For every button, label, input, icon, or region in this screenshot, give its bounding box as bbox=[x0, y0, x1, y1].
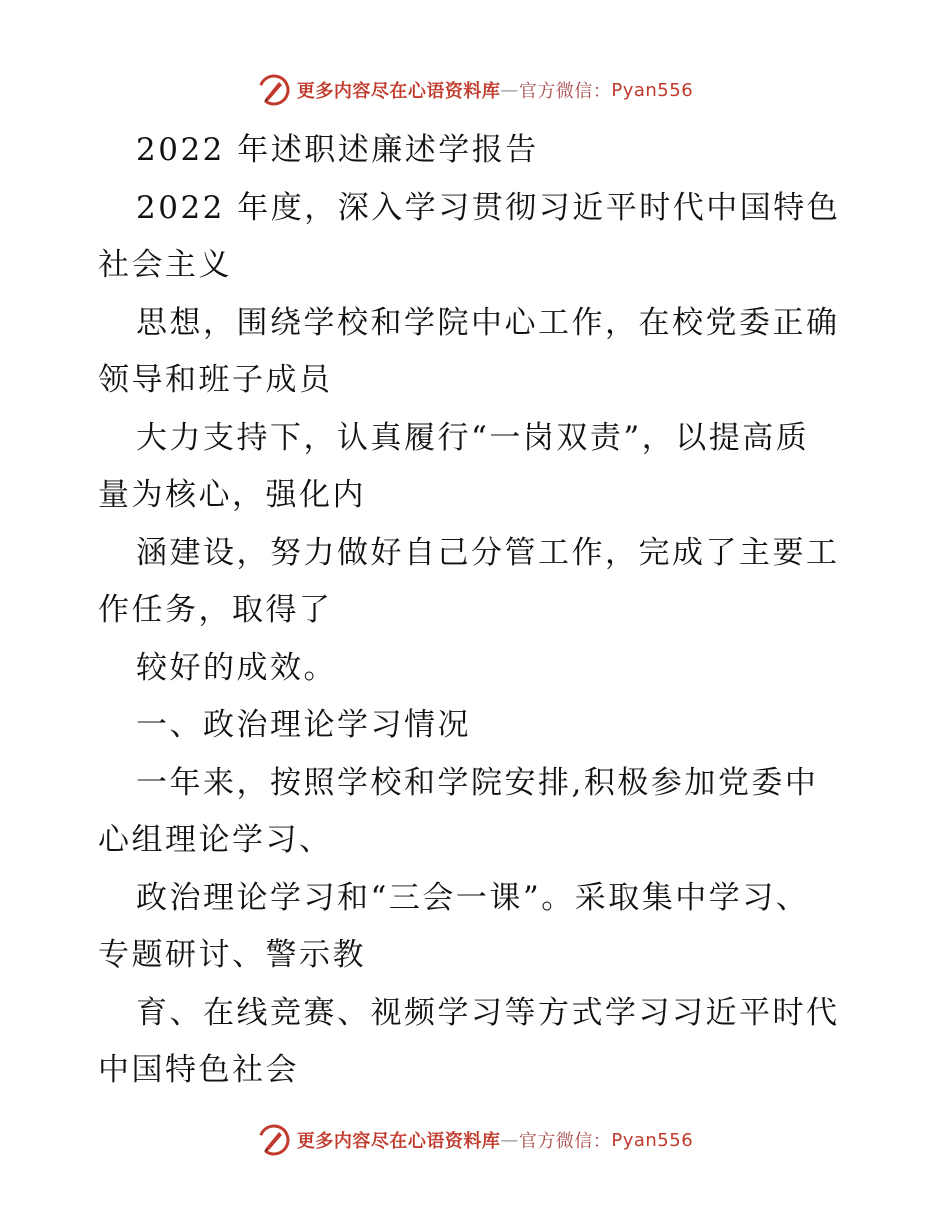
document-line: 领导和班子成员 bbox=[98, 362, 333, 398]
document-line: 量为核心，强化内 bbox=[98, 477, 366, 513]
document-body bbox=[98, 122, 858, 1100]
document-line: 思想，围绕学校和学院中心工作，在校党委正确 bbox=[136, 304, 840, 341]
document-line: 专题研讨、警示教 bbox=[98, 937, 366, 973]
document-line: 社会主义 bbox=[98, 247, 232, 283]
document-line: 心组理论学习、 bbox=[98, 822, 333, 858]
quill-pen-logo-icon bbox=[257, 1123, 291, 1157]
watermark-wechat-id: Pyan556 bbox=[611, 79, 694, 101]
document-line: 一年来，按照学校和学院安排,积极参加党委中 bbox=[136, 764, 819, 801]
document-line: 2022 年度，深入学习贯彻习近平时代中国特色 bbox=[136, 189, 841, 226]
watermark-banner-bottom bbox=[0, 1120, 950, 1160]
watermark-wechat-label: 官方微信： bbox=[518, 1131, 612, 1152]
watermark-dash: — bbox=[500, 79, 519, 101]
watermark-banner-top bbox=[0, 70, 950, 110]
document-line: 大力支持下，认真履行“一岗双责”，以提高质 bbox=[136, 419, 810, 456]
document-line: 涵建设，努力做好自己分管工作，完成了主要工 bbox=[136, 534, 840, 571]
document-line: 2022 年述职述廉述学报告 bbox=[136, 132, 539, 168]
document-line: 一、政治理论学习情况 bbox=[136, 707, 471, 743]
document-line: 作任务，取得了 bbox=[98, 592, 333, 628]
document-line: 较好的成效。 bbox=[136, 649, 337, 686]
watermark-site-text: 更多内容尽在心语资料库 bbox=[296, 1131, 501, 1152]
watermark-site-text: 更多内容尽在心语资料库 bbox=[296, 81, 501, 102]
watermark-text bbox=[297, 1127, 693, 1153]
watermark-wechat-label: 官方微信： bbox=[518, 81, 612, 102]
watermark-dash: — bbox=[500, 1129, 519, 1151]
document-line: 育、在线竞赛、视频学习等方式学习习近平时代 bbox=[136, 994, 840, 1031]
watermark-wechat-id: Pyan556 bbox=[611, 1129, 694, 1151]
quill-pen-logo-icon bbox=[257, 73, 291, 107]
watermark-text bbox=[297, 77, 693, 103]
document-line: 政治理论学习和“三会一课”。采取集中学习、 bbox=[136, 879, 810, 916]
document-line: 中国特色社会 bbox=[98, 1052, 299, 1088]
